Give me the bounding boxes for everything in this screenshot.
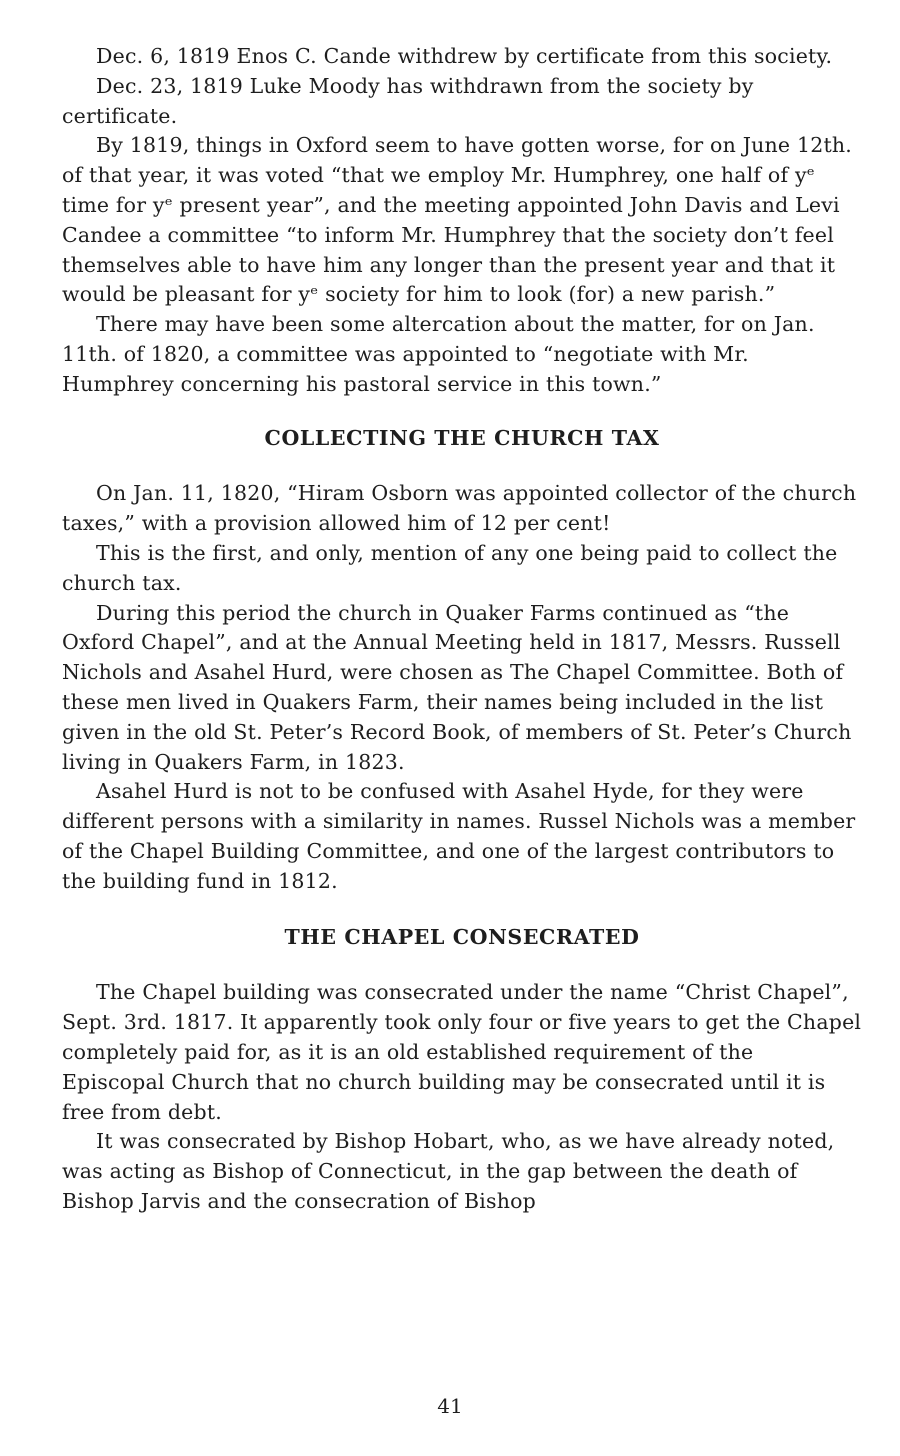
paragraph: During this period the church in Quaker Farms continued as “the Oxford Chapel”, and at the Annual Meeting held in 1817, Messrs. Russell Nichols and Asahel Hurd, were chosen as The Chapel Committee. Both of these men lived in Quakers Farm, their names being included in the list given in the old St. Peter’s Record Book, of members of St. Peter’s Church living in Quakers Farm, in 1823. bbox=[62, 600, 852, 774]
paragraph: This is the first, and only, mention of any one being paid to collect the church tax. bbox=[62, 540, 838, 595]
page-number: 41 bbox=[437, 1394, 463, 1418]
section-heading-chapel-consecrated: THE CHAPEL CONSECRATED bbox=[284, 924, 640, 949]
paragraph: The Chapel building was consecrated under the name “Christ Chapel”, Sept. 3rd. 1817. It apparently took only four or five years to get the Chapel completely paid for, as it is an old established requirement of the Episcopal Church that no church building may be consecrated until it is free from debt. bbox=[62, 980, 862, 1124]
paragraph: Dec. 23, 1819 Luke Moody has withdrawn from the society by certificate. bbox=[62, 73, 754, 128]
paragraph: By 1819, things in Oxford seem to have gotten worse, for on June 12th. of that year, it was voted “that we employ Mr. Humphrey, one half of yᵉ time for yᵉ present year”, and the meeting appointed John Davis and Levi Candee a committee “to inform Mr. Humphrey that the society don’t feel themselves able to have him any longer than the present year and that it would be pleasant for yᵉ society for him to look (for) a new parish.” bbox=[62, 133, 853, 307]
section-heading-church-tax: COLLECTING THE CHURCH TAX bbox=[264, 425, 660, 450]
document-page bbox=[62, 42, 862, 1217]
paragraph: It was consecrated by Bishop Hobart, who, as we have already noted, was acting as Bishop of Connecticut, in the gap between the death of Bishop Jarvis and the consecration of Bishop bbox=[62, 1129, 835, 1213]
paragraph: Dec. 6, 1819 Enos C. Cande withdrew by certificate from this society. bbox=[96, 44, 833, 68]
paragraph: On Jan. 11, 1820, “Hiram Osborn was appointed collector of the church taxes,” with a provision allowed him of 12 per cent! bbox=[62, 481, 857, 536]
paragraph: There may have been some altercation about the matter, for on Jan. 11th. of 1820, a committee was appointed to “negotiate with Mr. Humphrey concerning his pastoral service in this town.” bbox=[62, 312, 815, 396]
paragraph: Asahel Hurd is not to be confused with Asahel Hyde, for they were different persons with a similarity in names. Russel Nichols was a member of the Chapel Building Committee, and one of the largest contributors to the building fund in 1812. bbox=[62, 779, 856, 893]
